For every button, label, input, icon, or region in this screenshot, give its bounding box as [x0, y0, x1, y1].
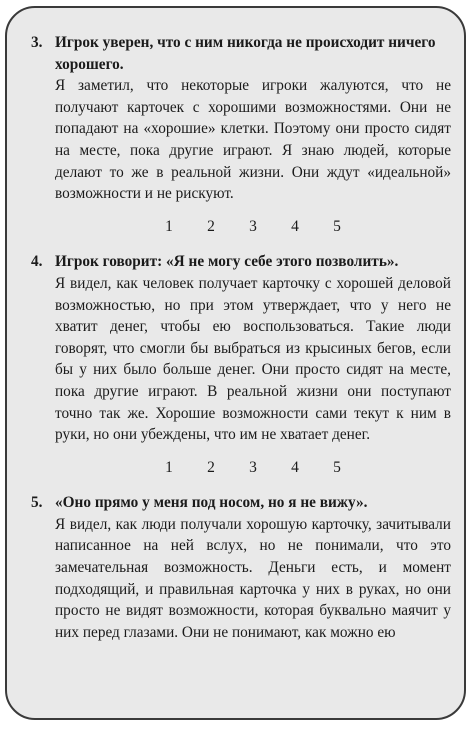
rating-scale: [31, 457, 451, 479]
rating-scale: [31, 216, 451, 238]
document-content: [31, 32, 451, 643]
rating-option-3[interactable]: 3: [249, 458, 257, 476]
item-body: Я видел, как люди получали хорошую карточку, зачитывали написанное на ней вслух, но не понимали, что это замечательная возможность. Деньги есть, и момент подходящий, и правильная карточка у них в руках, но они просто не видят возможности, которая буквально маячит у них перед глазами. Они не понимают, как можно ею: [55, 515, 451, 641]
item-number: 4.: [31, 253, 43, 271]
rating-option-3[interactable]: 3: [249, 217, 257, 235]
rating-option-5[interactable]: 5: [333, 217, 341, 235]
rating-option-1[interactable]: 1: [165, 217, 173, 235]
item-body: Я видел, как человек получает карточку с хорошей деловой возможностью, но при этом утверждает, что у него не хватит денег, чтобы ею воспользоваться. Такие люди говорят, что смогли бы выбраться из крысиных бегов, если бы у них было больше денег. Они просто сидят на месте, пока другие играют. В реальной жизни они поступают точно так же. Хорошие возможности сами текут к ним в руки, но они убеждены, что им не хватает денег.: [55, 274, 451, 444]
item-number: 3.: [31, 34, 43, 51]
item-heading: Игрок говорит: «Я не могу себе этого позволить».: [55, 253, 399, 271]
list-item-3: [31, 32, 451, 205]
list-item-4: [31, 251, 451, 445]
list-item-5: [31, 492, 451, 643]
rating-option-5[interactable]: 5: [333, 458, 341, 476]
rating-option-2[interactable]: 2: [207, 458, 215, 476]
rating-option-1[interactable]: 1: [165, 458, 173, 476]
item-number: 5.: [31, 494, 43, 512]
card-frame: [5, 6, 466, 720]
rating-option-4[interactable]: 4: [291, 217, 299, 235]
rating-option-4[interactable]: 4: [291, 458, 299, 476]
item-heading: Игрок уверен, что с ним никогда не происходит ничего хорошего.: [55, 34, 436, 73]
rating-option-2[interactable]: 2: [207, 217, 215, 235]
item-heading: «Оно прямо у меня под носом, но я не вижу».: [55, 494, 368, 512]
item-body: Я заметил, что некоторые игроки жалуются, что не получают карточек с хорошими возможностями. Они не попадают на «хорошие» клетки. Поэтому они просто сидят на месте, пока другие играют. Я знаю людей, которые делают то же в реальной жизни. Они ждут «идеальной» возможности и не рискуют.: [55, 77, 451, 203]
